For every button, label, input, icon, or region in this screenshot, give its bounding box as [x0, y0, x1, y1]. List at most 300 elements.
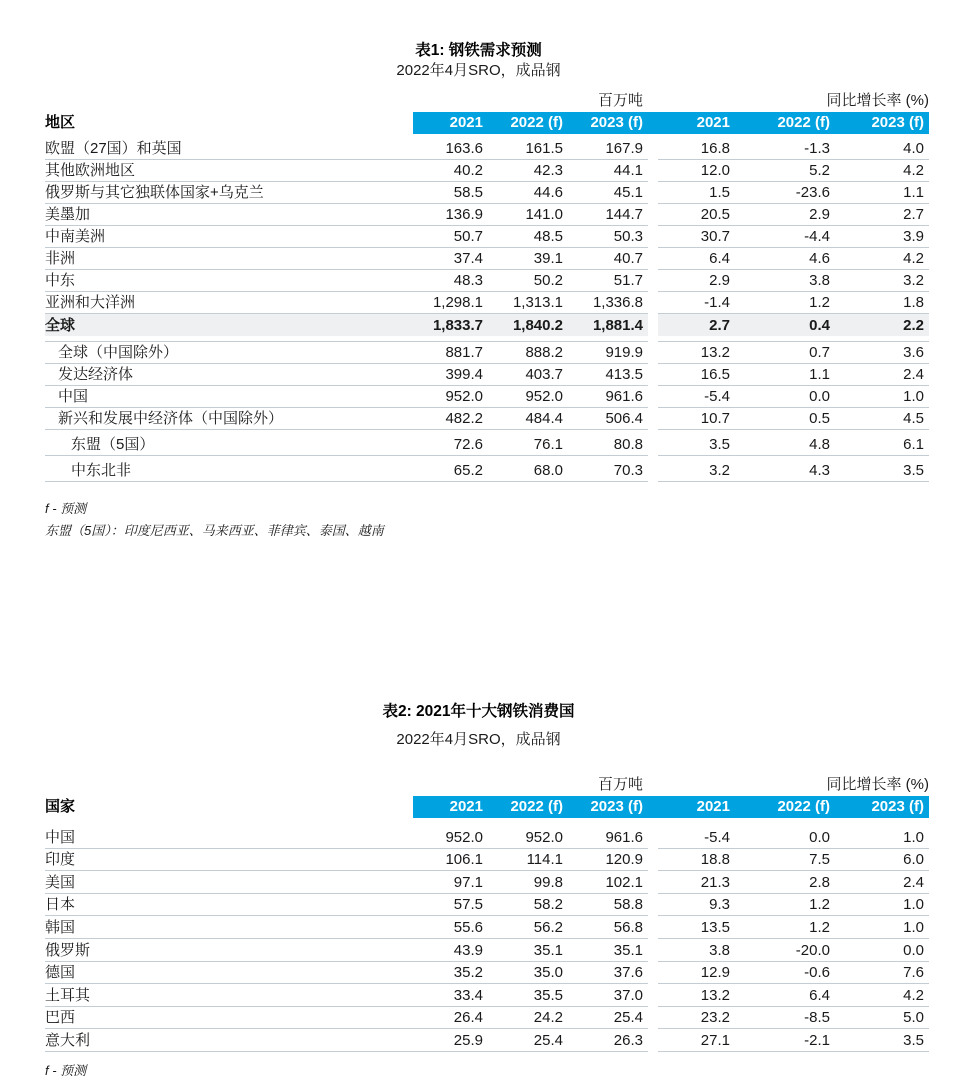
cell-value: 2.9	[709, 272, 730, 289]
cell-value: 106.1	[445, 851, 483, 869]
column-group-gap	[648, 984, 658, 1007]
table2-row-header-label: 国家	[45, 798, 76, 815]
row-right-segment	[658, 182, 929, 204]
footnote-line: f - 预测	[45, 501, 87, 516]
cell-value: 26.3	[613, 1031, 643, 1049]
cell-value: 0.4	[809, 317, 830, 334]
cell-value: 40.2	[453, 162, 483, 179]
row-left-segment	[45, 916, 648, 939]
row-label: 其他欧洲地区	[45, 162, 136, 179]
row-left-segment	[45, 182, 648, 204]
row-right-segment	[658, 248, 929, 270]
row-left-segment	[45, 984, 648, 1007]
column-group-gap	[648, 962, 658, 985]
cell-value: 4.6	[809, 250, 830, 267]
unit-label-million-tonnes: 百万吨	[597, 776, 643, 793]
row-left-segment	[45, 160, 648, 182]
cell-value: -1.4	[704, 294, 730, 311]
cell-value: 43.9	[453, 941, 483, 959]
table1-body	[45, 138, 929, 482]
column-header-2: 2022 (f)	[510, 798, 563, 815]
cell-value: 484.4	[525, 410, 563, 427]
row-label: 全球（中国除外）	[58, 344, 179, 361]
row-right-segment	[658, 916, 929, 939]
row-label: 亚洲和大洋洲	[45, 294, 136, 311]
cell-value: 2.2	[903, 317, 924, 334]
row-right-segment	[658, 1029, 929, 1052]
cell-value: 9.3	[709, 896, 730, 914]
column-group-gap	[648, 342, 658, 364]
cell-value: 4.0	[903, 140, 924, 157]
column-header-2: 2022 (f)	[510, 114, 563, 131]
cell-value: 97.1	[453, 873, 483, 891]
table-row	[45, 894, 929, 917]
table-row	[45, 408, 929, 430]
table-row	[45, 984, 929, 1007]
cell-value: 1.0	[903, 828, 924, 846]
row-label: 中南美洲	[45, 228, 106, 245]
table1-unit-row	[45, 92, 929, 112]
row-right-segment	[658, 984, 929, 1007]
row-label: 中国	[58, 388, 89, 405]
column-group-gap	[648, 160, 658, 182]
row-left-segment	[45, 1029, 648, 1052]
table1	[45, 92, 929, 542]
cell-value: 0.0	[809, 388, 830, 405]
table-row	[45, 138, 929, 160]
row-left-segment	[45, 456, 648, 482]
row-right-segment	[658, 894, 929, 917]
row-label: 中东北非	[71, 462, 132, 479]
cell-value: 13.2	[700, 344, 730, 361]
cell-value: 56.2	[533, 918, 563, 936]
cell-value: 76.1	[533, 436, 563, 453]
table2-title: 表2: 2021年十大钢铁消费国	[382, 703, 575, 720]
column-header-5: 2022 (f)	[777, 114, 830, 131]
cell-value: 35.2	[453, 964, 483, 982]
column-group-gap	[648, 894, 658, 917]
cell-value: 1.0	[903, 896, 924, 914]
cell-value: 37.6	[613, 964, 643, 982]
cell-value: 4.2	[903, 986, 924, 1004]
table1-footnotes	[45, 498, 929, 542]
cell-value: 30.7	[700, 228, 730, 245]
table2-subtitle: 2022年4月SRO，成品钢	[396, 731, 561, 748]
cell-value: 919.9	[605, 344, 643, 361]
cell-value: 50.3	[613, 228, 643, 245]
cell-value: 33.4	[453, 986, 483, 1004]
cell-value: 1,840.2	[512, 317, 563, 334]
cell-value: -0.6	[804, 964, 830, 982]
table-row	[45, 386, 929, 408]
cell-value: 42.3	[533, 162, 563, 179]
table-row	[45, 292, 929, 314]
row-left-segment	[45, 386, 648, 408]
column-group-gap	[648, 248, 658, 270]
column-group-gap	[648, 1007, 658, 1030]
cell-value: -23.6	[795, 184, 830, 201]
column-header-1: 2021	[449, 798, 483, 815]
cell-value: 102.1	[605, 873, 643, 891]
table2-unit-row	[45, 772, 929, 796]
cell-value: 16.8	[700, 140, 730, 157]
cell-value: 58.8	[613, 896, 643, 914]
cell-value: 23.2	[700, 1009, 730, 1027]
cell-value: 6.4	[809, 986, 830, 1004]
row-label: 德国	[45, 964, 76, 982]
cell-value: 2.7	[903, 206, 924, 223]
cell-value: 1.0	[903, 918, 924, 936]
cell-value: 50.7	[453, 228, 483, 245]
row-right-segment	[658, 314, 929, 336]
cell-value: 6.1	[903, 436, 924, 453]
cell-value: 56.8	[613, 918, 643, 936]
footnote-line: 东盟（5国）：印度尼西亚、马来西亚、菲律宾、泰国、越南	[45, 523, 384, 538]
table-row	[45, 270, 929, 292]
cell-value: -5.4	[704, 828, 730, 846]
row-label: 美国	[45, 873, 76, 891]
cell-value: 37.4	[453, 250, 483, 267]
cell-value: 72.6	[453, 436, 483, 453]
column-group-gap	[648, 292, 658, 314]
column-header-3: 2023 (f)	[590, 114, 643, 131]
cell-value: 4.2	[903, 250, 924, 267]
row-label: 俄罗斯与其它独联体国家+乌克兰	[45, 184, 264, 201]
column-group-gap	[648, 916, 658, 939]
cell-value: 482.2	[445, 410, 483, 427]
column-group-gap	[648, 364, 658, 386]
row-left-segment	[45, 826, 648, 849]
table2	[45, 772, 929, 1082]
cell-value: 68.0	[533, 462, 563, 479]
cell-value: 57.5	[453, 896, 483, 914]
cell-value: 3.8	[709, 941, 730, 959]
cell-value: -5.4	[704, 388, 730, 405]
cell-value: 20.5	[700, 206, 730, 223]
cell-value: 1.0	[903, 388, 924, 405]
cell-value: 21.3	[700, 873, 730, 891]
column-group-gap	[648, 871, 658, 894]
cell-value: 3.8	[809, 272, 830, 289]
cell-value: 65.2	[453, 462, 483, 479]
row-right-segment	[658, 364, 929, 386]
cell-value: 0.7	[809, 344, 830, 361]
row-left-segment	[45, 204, 648, 226]
row-label: 土耳其	[45, 986, 91, 1004]
cell-value: 58.2	[533, 896, 563, 914]
column-group-gap	[648, 408, 658, 430]
cell-value: 40.7	[613, 250, 643, 267]
table-row	[45, 1007, 929, 1030]
cell-value: 888.2	[525, 344, 563, 361]
cell-value: 4.3	[809, 462, 830, 479]
column-group-gap	[648, 226, 658, 248]
row-left-segment	[45, 1007, 648, 1030]
cell-value: 144.7	[605, 206, 643, 223]
row-right-segment	[658, 226, 929, 248]
row-label: 印度	[45, 851, 76, 869]
cell-value: 952.0	[525, 388, 563, 405]
cell-value: 2.9	[809, 206, 830, 223]
cell-value: 26.4	[453, 1009, 483, 1027]
cell-value: 48.5	[533, 228, 563, 245]
cell-value: 1.2	[809, 918, 830, 936]
cell-value: 0.5	[809, 410, 830, 427]
row-left-segment	[45, 270, 648, 292]
row-left-segment	[45, 248, 648, 270]
column-group-gap	[648, 314, 658, 336]
cell-value: 3.5	[709, 436, 730, 453]
table-row	[45, 849, 929, 872]
row-label: 韩国	[45, 918, 76, 936]
table-row	[45, 160, 929, 182]
cell-value: 141.0	[525, 206, 563, 223]
row-right-segment	[658, 270, 929, 292]
cell-value: 7.5	[809, 851, 830, 869]
table-row	[45, 1029, 929, 1052]
cell-value: 35.1	[613, 941, 643, 959]
cell-value: 35.0	[533, 964, 563, 982]
row-right-segment	[658, 939, 929, 962]
row-right-segment	[658, 386, 929, 408]
row-right-segment	[658, 456, 929, 482]
row-label: 意大利	[45, 1031, 91, 1049]
row-left-segment	[45, 849, 648, 872]
cell-value: 4.8	[809, 436, 830, 453]
cell-value: 48.3	[453, 272, 483, 289]
row-left-segment	[45, 138, 648, 160]
row-right-segment	[658, 292, 929, 314]
cell-value: 5.0	[903, 1009, 924, 1027]
cell-value: 114.1	[526, 851, 563, 869]
cell-value: 2.7	[709, 317, 730, 334]
column-group-gap	[648, 939, 658, 962]
column-group-gap	[648, 138, 658, 160]
cell-value: 167.9	[605, 140, 643, 157]
cell-value: 25.4	[533, 1031, 563, 1049]
cell-value: 25.4	[613, 1009, 643, 1027]
unit-label-yoy-growth: 同比增长率 (%)	[826, 776, 929, 793]
row-label: 新兴和发展中经济体（中国除外）	[58, 410, 284, 427]
cell-value: 13.2	[700, 986, 730, 1004]
row-left-segment	[45, 430, 648, 456]
row-left-segment	[45, 871, 648, 894]
row-label: 全球	[45, 317, 76, 334]
column-header-5: 2022 (f)	[777, 798, 830, 815]
cell-value: 18.8	[700, 851, 730, 869]
table-row	[45, 182, 929, 204]
cell-value: 13.5	[700, 918, 730, 936]
column-header-6: 2023 (f)	[871, 798, 924, 815]
row-right-segment	[658, 849, 929, 872]
cell-value: 961.6	[605, 828, 643, 846]
unit-label-million-tonnes: 百万吨	[597, 92, 643, 109]
table2-header-row	[45, 796, 929, 818]
cell-value: 55.6	[453, 918, 483, 936]
table-row	[45, 226, 929, 248]
row-left-segment	[45, 342, 648, 364]
table1-title: 表1: 钢铁需求预测	[415, 42, 542, 59]
cell-value: 99.8	[533, 873, 563, 891]
cell-value: 50.2	[533, 272, 563, 289]
cell-value: 413.5	[605, 366, 643, 383]
cell-value: 51.7	[613, 272, 643, 289]
table-row	[45, 314, 929, 336]
table-row	[45, 430, 929, 456]
row-right-segment	[658, 1007, 929, 1030]
cell-value: 1,298.1	[432, 294, 483, 311]
cell-value: 3.9	[903, 228, 924, 245]
cell-value: 1,833.7	[432, 317, 483, 334]
cell-value: 3.6	[903, 344, 924, 361]
cell-value: 70.3	[613, 462, 643, 479]
column-group-gap	[648, 456, 658, 482]
cell-value: 16.5	[700, 366, 730, 383]
cell-value: 12.0	[700, 162, 730, 179]
row-right-segment	[658, 430, 929, 456]
cell-value: 35.5	[533, 986, 563, 1004]
cell-value: 1,881.4	[592, 317, 643, 334]
cell-value: 399.4	[445, 366, 483, 383]
cell-value: 39.1	[533, 250, 563, 267]
row-left-segment	[45, 408, 648, 430]
column-group-gap	[648, 430, 658, 456]
row-right-segment	[658, 204, 929, 226]
cell-value: 3.5	[903, 462, 924, 479]
column-group-gap	[648, 182, 658, 204]
row-left-segment	[45, 292, 648, 314]
cell-value: 136.9	[445, 206, 483, 223]
row-label: 发达经济体	[58, 366, 134, 383]
table-row	[45, 456, 929, 482]
cell-value: 44.6	[533, 184, 563, 201]
table-row	[45, 204, 929, 226]
cell-value: -1.3	[804, 140, 830, 157]
table-row	[45, 826, 929, 849]
cell-value: 1.8	[903, 294, 924, 311]
row-left-segment	[45, 939, 648, 962]
cell-value: 6.0	[903, 851, 924, 869]
cell-value: 10.7	[700, 410, 730, 427]
column-group-gap	[648, 204, 658, 226]
row-label: 美墨加	[45, 206, 91, 223]
column-group-gap	[648, 1029, 658, 1052]
cell-value: 27.1	[700, 1031, 730, 1049]
cell-value: 952.0	[445, 828, 483, 846]
cell-value: 2.4	[903, 366, 924, 383]
row-label: 日本	[45, 896, 76, 914]
row-label: 巴西	[45, 1009, 76, 1027]
row-label: 欧盟（27国）和英国	[45, 140, 182, 157]
row-label: 中东	[45, 272, 76, 289]
column-group-gap	[648, 826, 658, 849]
cell-value: -4.4	[804, 228, 830, 245]
column-group-gap	[648, 270, 658, 292]
cell-value: 0.0	[809, 828, 830, 846]
cell-value: 4.5	[903, 410, 924, 427]
table2-column-header-bar	[413, 796, 929, 818]
table-row	[45, 248, 929, 270]
table1-column-header-bar	[413, 112, 929, 134]
cell-value: 163.6	[445, 140, 483, 157]
cell-value: 881.7	[445, 344, 483, 361]
cell-value: 12.9	[700, 964, 730, 982]
cell-value: 58.5	[453, 184, 483, 201]
row-right-segment	[658, 138, 929, 160]
cell-value: 35.1	[533, 941, 563, 959]
table2-body	[45, 826, 929, 1052]
cell-value: 952.0	[445, 388, 483, 405]
table1-subtitle: 2022年4月SRO，成品钢	[396, 62, 561, 79]
row-right-segment	[658, 160, 929, 182]
cell-value: 4.2	[903, 162, 924, 179]
row-left-segment	[45, 226, 648, 248]
cell-value: 952.0	[525, 828, 563, 846]
cell-value: 161.5	[525, 140, 563, 157]
row-left-segment	[45, 894, 648, 917]
row-right-segment	[658, 962, 929, 985]
cell-value: 120.9	[605, 851, 643, 869]
cell-value: 403.7	[525, 366, 563, 383]
column-header-1: 2021	[449, 114, 483, 131]
table1-header-row	[45, 112, 929, 134]
unit-label-yoy-growth: 同比增长率 (%)	[826, 92, 929, 109]
cell-value: 2.8	[809, 873, 830, 891]
row-left-segment	[45, 962, 648, 985]
table-row	[45, 962, 929, 985]
table-row	[45, 939, 929, 962]
row-label: 中国	[45, 828, 76, 846]
cell-value: 1.2	[809, 896, 830, 914]
row-left-segment	[45, 364, 648, 386]
table-row	[45, 916, 929, 939]
cell-value: 1.1	[809, 366, 830, 383]
cell-value: 1.2	[809, 294, 830, 311]
cell-value: 5.2	[809, 162, 830, 179]
cell-value: 0.0	[903, 941, 924, 959]
cell-value: 2.4	[903, 873, 924, 891]
cell-value: 3.2	[903, 272, 924, 289]
cell-value: 3.5	[903, 1031, 924, 1049]
cell-value: 24.2	[533, 1009, 563, 1027]
cell-value: 1,313.1	[512, 294, 563, 311]
column-header-4: 2021	[696, 114, 730, 131]
cell-value: 1,336.8	[592, 294, 643, 311]
table2-footnotes	[45, 1060, 929, 1082]
table-row	[45, 342, 929, 364]
cell-value: 44.1	[613, 162, 643, 179]
cell-value: 80.8	[613, 436, 643, 453]
row-right-segment	[658, 408, 929, 430]
cell-value: -20.0	[795, 941, 830, 959]
row-left-segment	[45, 314, 648, 336]
column-header-6: 2023 (f)	[871, 114, 924, 131]
cell-value: 6.4	[709, 250, 730, 267]
cell-value: 3.2	[709, 462, 730, 479]
table-row	[45, 364, 929, 386]
row-right-segment	[658, 871, 929, 894]
footnote-line: f - 预测	[45, 1062, 87, 1078]
row-label: 俄罗斯	[45, 941, 91, 959]
column-group-gap	[648, 849, 658, 872]
cell-value: -8.5	[804, 1009, 830, 1027]
column-group-gap	[648, 386, 658, 408]
cell-value: 1.5	[709, 184, 730, 201]
table1-row-header-label: 地区	[45, 114, 76, 131]
cell-value: 1.1	[903, 184, 924, 201]
cell-value: 25.9	[453, 1031, 483, 1049]
table-row	[45, 871, 929, 894]
